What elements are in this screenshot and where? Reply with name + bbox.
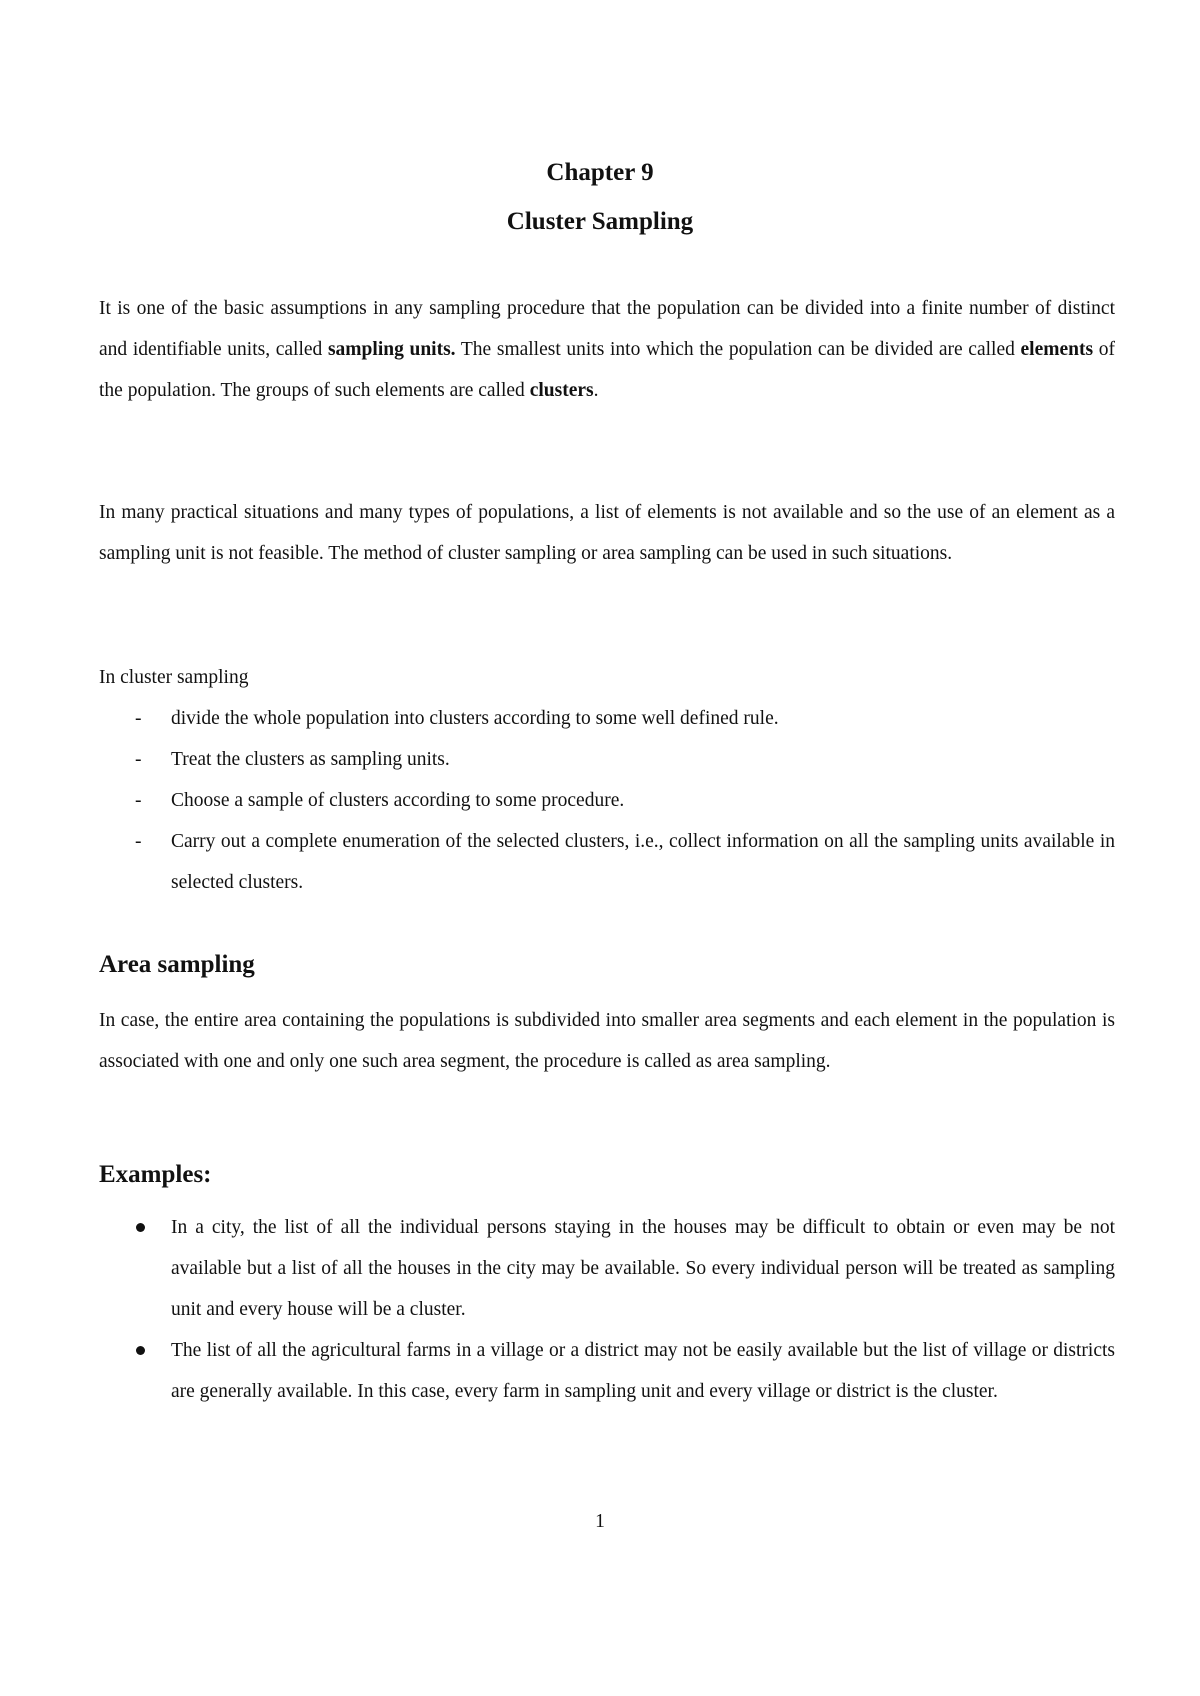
list-item: - divide the whole population into clusters according to some well defined rule. (99, 698, 1115, 739)
list-item: In a city, the list of all the individual persons staying in the houses may be difficult to obtain or even may be not available but a list of all the houses in the city may be available. So every individual person will be treated as sampling unit and every house will be a cluster. (99, 1207, 1115, 1330)
intro-text-2: The smallest units into which the population can be divided are called (455, 339, 1021, 360)
cluster-sampling-steps (99, 698, 1115, 903)
cluster-sampling-intro: In cluster sampling (99, 667, 249, 688)
intro-paragraph (99, 288, 1115, 411)
chapter-title: Cluster Sampling (506, 208, 694, 235)
chapter-number: Chapter 9 (546, 159, 654, 186)
area-sampling-heading: Area sampling (99, 951, 255, 978)
intro-text-end: . (593, 380, 599, 401)
practical-paragraph: In many practical situations and many types of populations, a list of elements is not available and so the use of an element as a sampling unit is not feasible. The method of cluster sampling or area sampling can be used in such situations. (99, 502, 1115, 564)
list-item: - Choose a sample of clusters according to some procedure. (99, 780, 1115, 821)
intro-text-1: It is one of the basic assumptions in any sampling procedure that the population can be divided into a finite number of distinct and identifiable units, called (99, 298, 1115, 360)
term-sampling-units: sampling units. (327, 339, 456, 360)
list-item: - Carry out a complete enumeration of the selected clusters, i.e., collect information on all the sampling units available in selected clusters. (99, 821, 1115, 903)
intro-text-3: of the population. The groups of such elements are called (99, 339, 1116, 401)
list-item: - Treat the clusters as sampling units. (99, 739, 1115, 780)
examples-list (99, 1207, 1115, 1412)
term-elements: elements (1020, 339, 1094, 360)
list-item: The list of all the agricultural farms in a village or a district may not be easily available but the list of village or districts are generally available. In this case, every farm in sampling unit and every village or district is the cluster. (99, 1330, 1115, 1412)
examples-heading: Examples: (99, 1161, 212, 1188)
area-sampling-paragraph: In case, the entire area containing the populations is subdivided into smaller area segments and each element in the population is associated with one and only one such area segment, the procedure is called as area sampling. (99, 1010, 1115, 1072)
page-number: 1 (595, 1511, 605, 1532)
term-clusters: clusters (529, 380, 594, 401)
